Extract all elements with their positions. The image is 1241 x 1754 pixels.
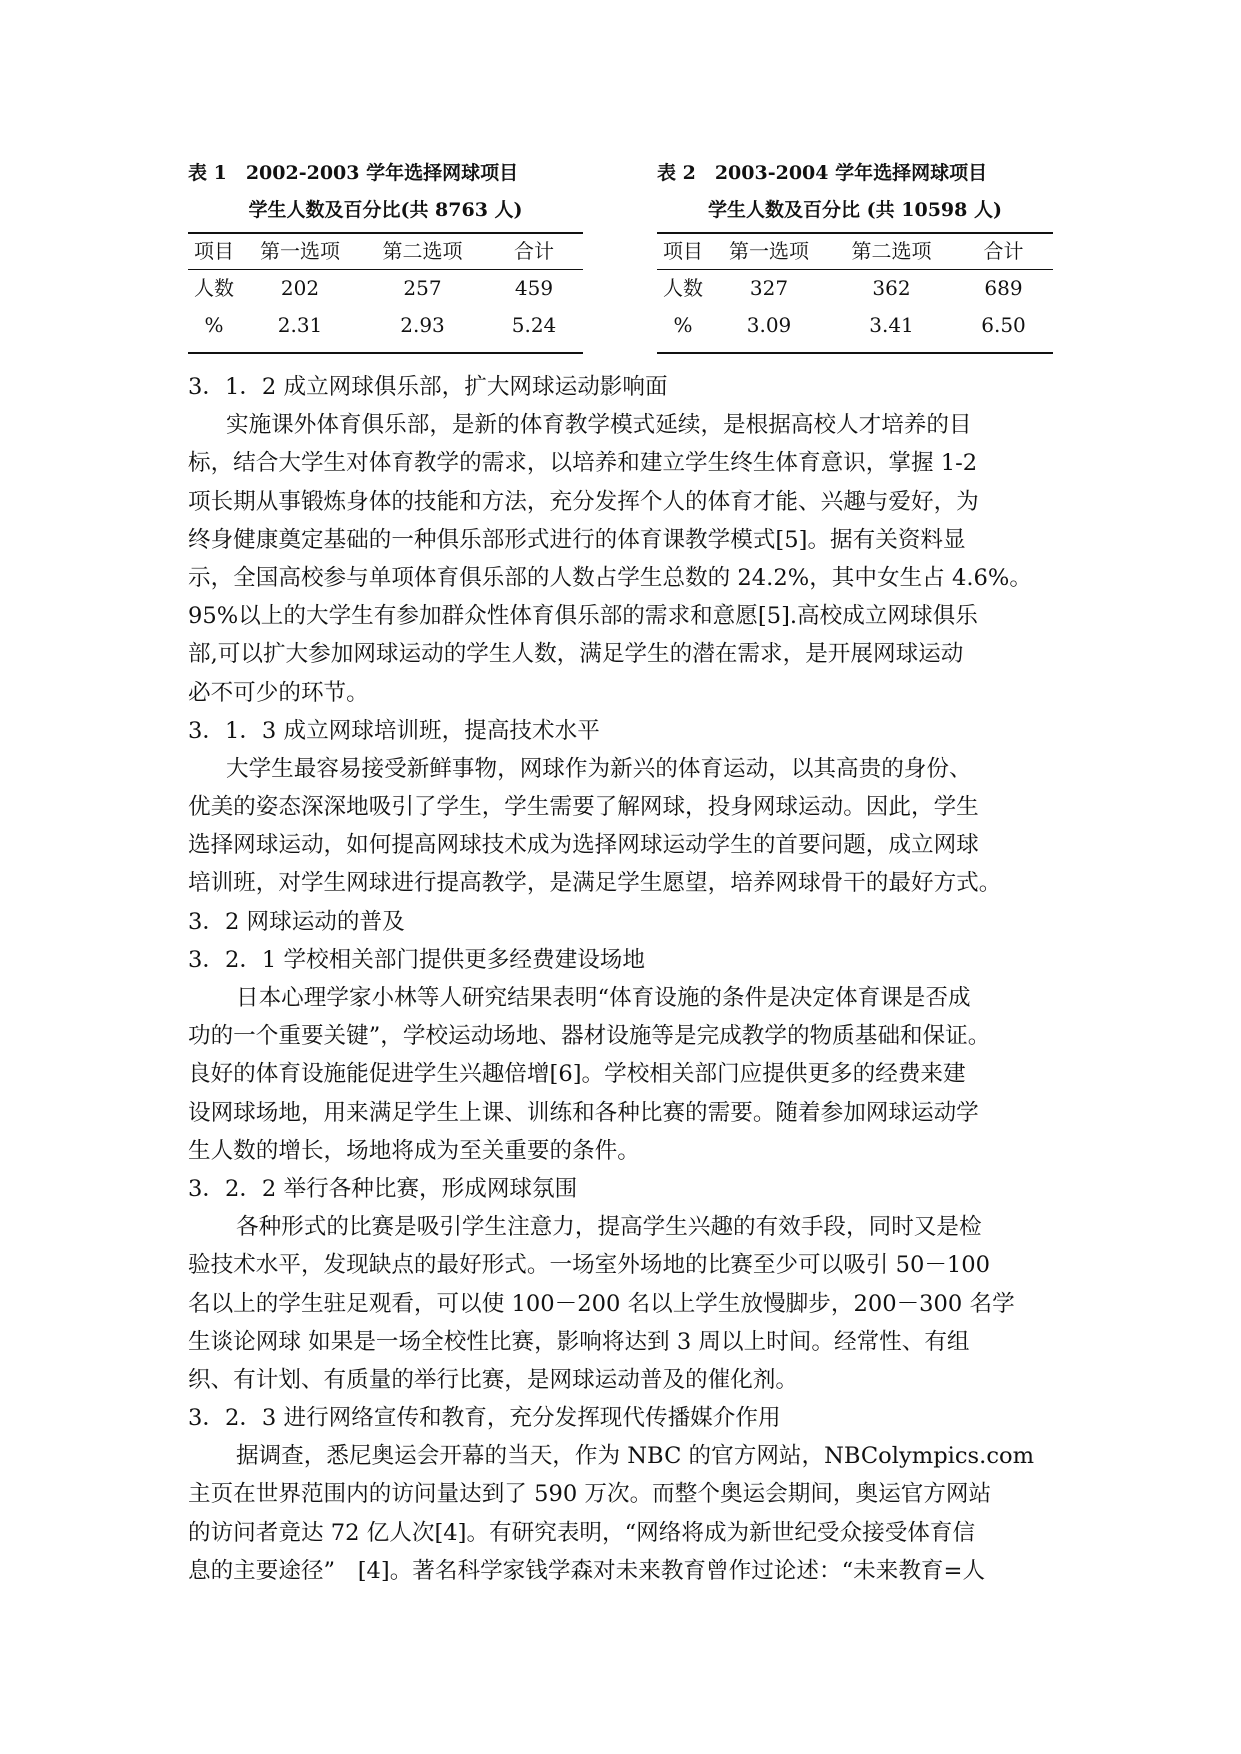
paragraph-line: 生谈论网球 如果是一场全校性比赛，影响将达到 3 周以上时间。经常性、有组 bbox=[188, 1328, 970, 1355]
table-cell: 362 bbox=[872, 276, 911, 300]
table-1-header-row bbox=[188, 234, 583, 269]
paragraph-line: 息的主要途径” [4]。著名科学家钱学森对未来教育曾作过论述：“未来教育=人 bbox=[188, 1557, 986, 1584]
section-heading: 3．2．2 举行各种比赛，形成网球氛围 bbox=[188, 1175, 578, 1202]
table-2-header-cell: 第一选项 bbox=[729, 239, 809, 263]
paragraph-line: 终身健康奠定基础的一种俱乐部形式进行的体育课教学模式[5]。据有关资料显 bbox=[188, 526, 966, 553]
section-heading: 3．2．1 学校相关部门提供更多经费建设场地 bbox=[188, 946, 645, 973]
table-2-caption-line2: 学生人数及百分比 (共 10598 人) bbox=[708, 199, 1002, 221]
table-2-header-cell: 项目 bbox=[663, 239, 703, 263]
table-2-bottom-rule bbox=[657, 352, 1053, 354]
table-2-header-cell: 第二选项 bbox=[851, 239, 932, 263]
table-1-bottom-rule bbox=[188, 352, 583, 354]
table-2 bbox=[657, 155, 1053, 354]
table-2-caption-line1: 表 2 2003-2004 学年选择网球项目 bbox=[657, 162, 988, 184]
paragraph-line: 项长期从事锻炼身体的技能和方法，充分发挥个人的体育才能、兴趣与爱好，为 bbox=[188, 488, 979, 515]
table-1 bbox=[188, 155, 583, 354]
table-cell: 6.50 bbox=[981, 313, 1026, 337]
table-cell: 202 bbox=[280, 276, 320, 300]
table-row bbox=[657, 307, 1053, 344]
section-heading: 3．1．3 成立网球培训班，提高技术水平 bbox=[188, 717, 600, 744]
table-2-header-cell: 合计 bbox=[983, 239, 1024, 263]
paragraph-line: 功的一个重要关键”，学校运动场地、器材设施等是完成教学的物质基础和保证。 bbox=[188, 1023, 991, 1050]
table-1-header-cell: 项目 bbox=[194, 239, 234, 263]
table-row bbox=[657, 270, 1053, 307]
paragraph-line: 验技术水平，发现缺点的最好形式。一场室外场地的比赛至少可以吸引 50－100 bbox=[188, 1252, 991, 1279]
table-cell: 459 bbox=[514, 276, 554, 300]
table-cell: 2.93 bbox=[400, 313, 445, 337]
table-cell: 3.41 bbox=[869, 313, 914, 337]
body-text bbox=[188, 368, 1060, 1590]
paragraph-line: 优美的姿态深深地吸引了学生，学生需要了解网球，投身网球运动。因此，学生 bbox=[188, 794, 979, 821]
paragraph-line: 标，结合大学生对体育教学的需求，以培养和建立学生终生体育意识，掌握 1-2 bbox=[188, 450, 978, 477]
table-cell: 3.09 bbox=[746, 313, 792, 337]
section-heading: 3．2 网球运动的普及 bbox=[188, 908, 405, 935]
table-cell: 327 bbox=[749, 276, 789, 300]
section-heading: 3．1．2 成立网球俱乐部，扩大网球运动影响面 bbox=[188, 374, 668, 400]
paragraph-line: 各种形式的比赛是吸引学生注意力，提高学生兴趣的有效手段，同时又是检 bbox=[236, 1214, 982, 1241]
paragraph-line: 示，全国高校参与单项体育俱乐部的人数占学生总数的 24.2%，其中女生占 4.6%。 bbox=[188, 564, 1032, 591]
table-1-header-cell: 第二选项 bbox=[382, 239, 463, 263]
table-1-header-cell: 合计 bbox=[514, 239, 554, 263]
table-cell: 5.24 bbox=[511, 313, 557, 337]
paragraph-line: 培训班，对学生网球进行提高教学，是满足学生愿望，培养网球骨干的最好方式。 bbox=[188, 870, 1002, 897]
table-2-header-row bbox=[657, 234, 1053, 269]
table-cell: % bbox=[204, 313, 224, 337]
paragraph-line: 设网球场地，用来满足学生上课、训练和各种比赛的需要。随着参加网球运动学 bbox=[188, 1099, 979, 1126]
paragraph-line: 95%以上的大学生有参加群众性体育俱乐部的需求和意愿[5].高校成立网球俱乐 bbox=[188, 603, 978, 630]
paragraph-line: 部,可以扩大参加网球运动的学生人数，满足学生的潜在需求，是开展网球运动 bbox=[188, 641, 964, 668]
table-cell: 人数 bbox=[663, 276, 703, 300]
paragraph-line: 生人数的增长，场地将成为至关重要的条件。 bbox=[188, 1137, 640, 1164]
table-row bbox=[188, 307, 583, 344]
paragraph-line: 选择网球运动，如何提高网球技术成为选择网球运动学生的首要问题，成立网球 bbox=[188, 832, 979, 859]
paragraph-line: 织、有计划、有质量的举行比赛，是网球运动普及的催化剂。 bbox=[188, 1366, 799, 1393]
paragraph-line: 实施课外体育俱乐部，是新的体育教学模式延续，是根据高校人才培养的目 bbox=[226, 412, 972, 439]
table-1-caption-line2: 学生人数及百分比(共 8763 人) bbox=[248, 199, 523, 221]
table-cell: 689 bbox=[984, 276, 1023, 300]
table-1-header-cell: 第一选项 bbox=[260, 239, 340, 263]
paragraph-line: 必不可少的环节。 bbox=[188, 679, 369, 706]
table-row bbox=[188, 270, 583, 307]
paragraph-line: 日本心理学家小林等人研究结果表明“体育设施的条件是决定体育课是否成 bbox=[236, 985, 971, 1011]
table-cell: 人数 bbox=[194, 276, 234, 300]
paragraph-line: 大学生最容易接受新鲜事物，网球作为新兴的体育运动，以其高贵的身份、 bbox=[226, 755, 972, 782]
table-cell: 257 bbox=[403, 276, 442, 300]
table-cell: 2.31 bbox=[277, 313, 323, 337]
table-cell: % bbox=[673, 313, 693, 337]
paragraph-line: 主页在世界范围内的访问量达到了 590 万次。而整个奥运会期间，奥运官方网站 bbox=[188, 1481, 992, 1508]
paragraph-line: 的访问者竟达 72 亿人次[4]。有研究表明，“网络将成为新世纪受众接受体育信 bbox=[188, 1519, 976, 1546]
table-1-caption-line1: 表 1 2002-2003 学年选择网球项目 bbox=[188, 162, 519, 184]
section-heading: 3．2．3 进行网络宣传和教育，充分发挥现代传播媒介作用 bbox=[188, 1405, 781, 1432]
paragraph-line: 据调查，悉尼奥运会开幕的当天，作为 NBC 的官方网站，NBColympics.com bbox=[236, 1443, 1034, 1470]
paragraph-line: 名以上的学生驻足观看，可以使 100－200 名以上学生放慢脚步，200－300 名学 bbox=[188, 1290, 1015, 1317]
paragraph-line: 良好的体育设施能促进学生兴趣倍增[6]。学校相关部门应提供更多的经费来建 bbox=[188, 1061, 966, 1088]
